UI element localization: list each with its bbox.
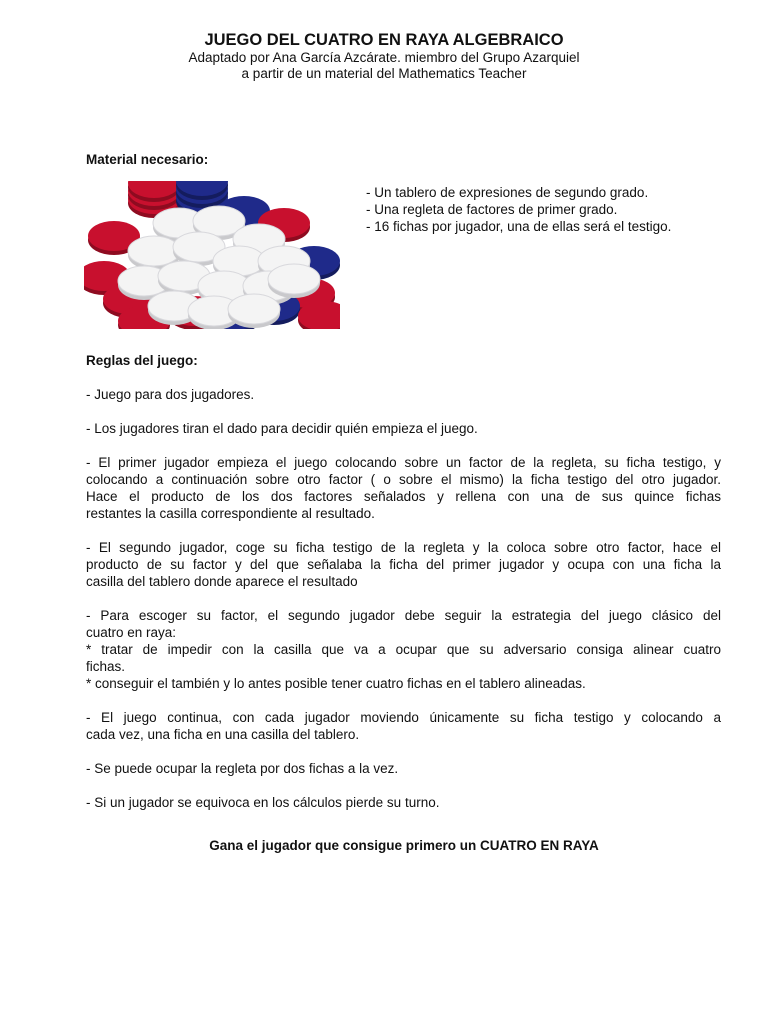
rule-line: producto de su factor y del que señalaba la ficha del primer jugador y ocupa con una ficha la xyxy=(86,557,721,572)
materials-list xyxy=(366,184,671,235)
material-item: - Una regleta de factores de primer grado. xyxy=(366,202,618,217)
rule-paragraph xyxy=(86,607,721,692)
document-header xyxy=(0,30,768,82)
rule-line: - Para escoger su factor, el segundo jugador debe seguir la estrategia del juego clásico del xyxy=(86,608,721,623)
rule-line: - Juego para dos jugadores. xyxy=(86,387,255,402)
rule-line: cada vez, una ficha en una casilla del tablero. xyxy=(86,727,360,742)
poker-chips-image xyxy=(84,181,340,329)
material-heading: Material necesario: xyxy=(86,152,209,167)
rule-line: - El primer jugador empieza el juego colocando sobre un factor de la regleta, su ficha testigo, y xyxy=(86,455,721,470)
document-subtitle-source: a partir de un material del Mathematics Teacher xyxy=(241,66,527,81)
rule-line: cuatro en raya: xyxy=(86,625,177,640)
rule-line: Hace el producto de los dos factores señalados y rellena con una de sus quince fichas xyxy=(86,489,721,504)
rule-paragraph xyxy=(86,420,721,437)
rules-list xyxy=(86,386,721,828)
rule-line: - Se puede ocupar la regleta por dos fichas a la vez. xyxy=(86,761,399,776)
rule-line: * tratar de impedir con la casilla que va a ocupar que su adversario consiga alinear cuatro xyxy=(86,642,721,657)
rule-line: restantes la casilla correspondiente al resultado. xyxy=(86,506,375,521)
rule-line: colocando a continuación sobre otro factor ( o sobre el mismo) la ficha testigo del otro jugador. xyxy=(86,472,721,487)
rule-paragraph xyxy=(86,709,721,743)
document-title: JUEGO DEL CUATRO EN RAYA ALGEBRAICO xyxy=(204,31,564,49)
material-item: - 16 fichas por jugador, una de ellas será el testigo. xyxy=(366,219,672,234)
material-item: - Un tablero de expresiones de segundo grado. xyxy=(366,185,649,200)
rule-line: * conseguir el también y lo antes posible tener cuatro fichas en el tablero alineadas. xyxy=(86,676,586,691)
white-chip xyxy=(268,264,320,298)
rule-paragraph xyxy=(86,454,721,522)
rule-line: - Los jugadores tiran el dado para decidir quién empieza el juego. xyxy=(86,421,478,436)
rule-line: - El segundo jugador, coge su ficha testigo de la regleta y la coloca sobre otro factor, hace el xyxy=(86,540,721,555)
rules-heading: Reglas del juego: xyxy=(86,353,198,368)
white-chip xyxy=(228,294,280,328)
rule-line: - El juego continua, con cada jugador moviendo únicamente su ficha testigo y colocando a xyxy=(86,710,721,725)
rule-paragraph xyxy=(86,386,721,403)
rule-line: fichas. xyxy=(86,659,126,674)
rule-paragraph xyxy=(86,794,721,811)
winning-condition: Gana el jugador que consigue primero un CUATRO EN RAYA xyxy=(209,838,599,853)
rule-paragraph xyxy=(86,539,721,590)
rule-line: - Si un jugador se equivoca en los cálculos pierde su turno. xyxy=(86,795,440,810)
rule-paragraph xyxy=(86,760,721,777)
document-subtitle-author: Adaptado por Ana García Azcárate. miembro del Grupo Azarquiel xyxy=(188,50,580,65)
rule-line: casilla del tablero donde aparece el resultado xyxy=(86,574,358,589)
